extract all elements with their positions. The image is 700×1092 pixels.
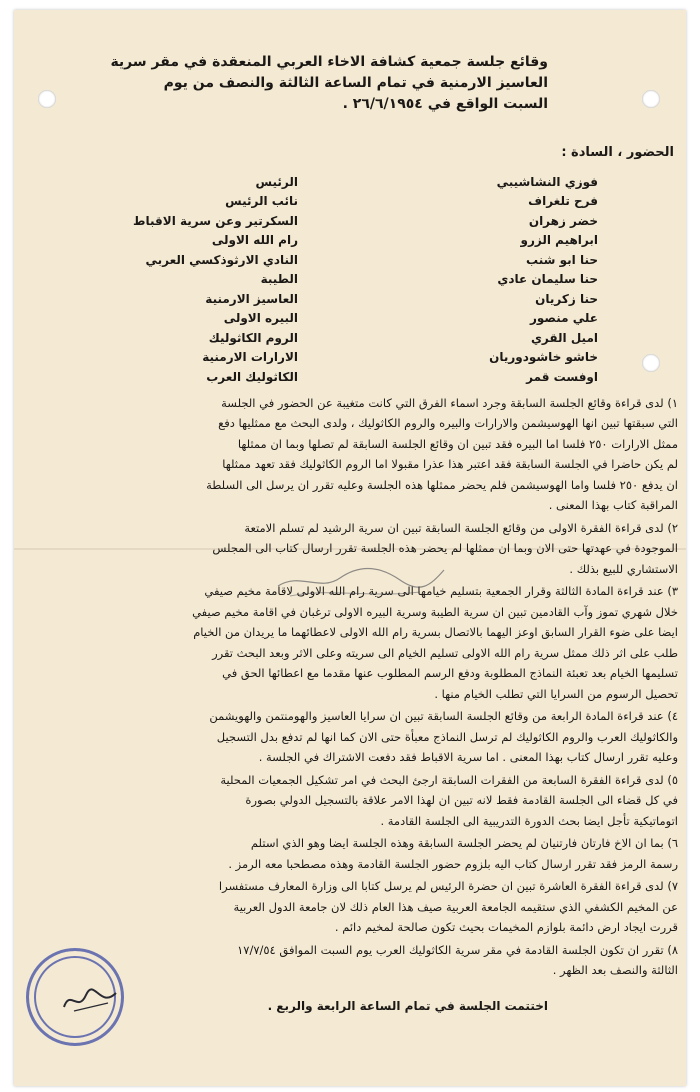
item-line: في كل قضاء الى الجلسة القادمة فقط لانه تبين ان لهذا الامر علاقة بالتسجيل الدولي بصورة	[245, 793, 678, 807]
item-line: ٨) تقرر ان تكون الجلسة القادمة في مقر سرية الكاثوليك العرب يوم السبت الموافق ١٧/٧/٥٤	[237, 942, 678, 957]
item-line: اتوماتيكية تأجل ايضا بحث الدورة التدريبية الى الجلسة القادمة .	[380, 813, 678, 828]
attendee-row	[28, 172, 678, 192]
attendee-role: العاسيز الارمنية	[205, 291, 298, 306]
attendee-name: فوزي النشاشيبي	[496, 174, 598, 189]
item-line: ايضا على ضوء القرار السابق اوعز اليهما بالاتصال بسرية رام الله الاولى لاعطائهما ما يريدان من الخيام	[193, 625, 678, 639]
item-line: الاستشاري للبيع بذلك .	[569, 561, 678, 576]
attendees-heading: الحضور ، السادة :	[561, 145, 674, 160]
item-line: وعليه تقرر ارسال كتاب بهذا المعنى . اما سرية الاقباط فقد دفعت الاشتراك في الجلسة .	[258, 750, 678, 764]
attendees-list	[28, 172, 678, 387]
handwritten-note	[270, 552, 450, 602]
attendee-row	[28, 367, 678, 387]
attendee-role: نائب الرئيس	[225, 194, 298, 209]
attendee-name: خضر زهران	[528, 213, 598, 228]
item-line: قررت ايجاد ارض دائمة بلوازم المخيمات بحيث تكون صالحة لمخيم دائم .	[334, 920, 678, 934]
attendee-name: حنا ابو شنب	[526, 252, 598, 267]
item-line: ٥) لدى قراءة الفقرة السابعة من الفقرات السابقة ارجئ البحث في امر تشكيل الجمعيات المحلية	[220, 772, 678, 787]
item-line: لم يكن حاضرا في الجلسة السابقة فقد اعتبر هذا عذرا مقبولا اما الروم الكاثوليك فقد تعهد ممثلها	[222, 457, 678, 471]
item-line: رسمة الرمز فقد تقرر ارسال كتاب اليه بلزوم حضور الجلسة القادمة وهذه مصطحبا معه الرمز .	[228, 856, 678, 871]
attendee-role: رام الله الاولى	[211, 233, 298, 248]
attendee-role: الرئيس	[255, 174, 298, 189]
attendee-name: اميل القري	[530, 330, 598, 345]
item-line: والكاثوليك العرب والروم الكاثوليك لم ترسل النماذج معبأة حتى الان كما انها لم تدفع بدل التسجيل	[216, 729, 678, 744]
item-line: ممثل الارارات ٢٥٠ فلسا اما البيره فقد تبين ان وقائع الجلسة السابقة لم تصلها وبما ان ممثلها	[237, 436, 678, 451]
closing-statement: اختتمت الجلسة في تمام الساعة الرابعة والربع .	[267, 998, 548, 1013]
attendee-name: خاشو خاشودوريان	[489, 350, 598, 365]
attendee-role: السكرتير وعن سرية الاقباط	[133, 213, 298, 228]
title-line: العاسيز الارمنية في تمام الساعة الثالثة والنصف من يوم	[163, 75, 548, 91]
minutes-item-8	[28, 940, 678, 981]
item-line: ان يدفع ٢٥٠ فلسا واما الهوسيشمن فلم يحضر ممثلها هذه الجلسة وعليه تقرر ان يرسل الى السلطة	[206, 477, 678, 492]
attendee-role: الكاثوليك العرب	[206, 369, 298, 384]
attendee-role: الارارات الارمنية	[202, 350, 298, 365]
item-line: الموجودة في عهدتها حتى الان وبما ان ممثلها لم يحضر هذه الجلسة تقرر ارسال كتاب الى المجلس	[212, 541, 678, 555]
item-line: ٤) عند قراءة المادة الرابعة من وقائع الجلسة السابقة تبين ان سرايا العاسيز والهومنتمن والهويشمن	[209, 709, 678, 723]
minutes-item-5	[28, 770, 678, 832]
attendee-name: حنا زكريان	[535, 291, 598, 306]
attendee-role: الطيبة	[260, 272, 298, 287]
attendee-role: النادي الارثوذكسي العربي	[145, 252, 298, 267]
item-line: عن المخيم الكشفي الذي ستقيمه الجامعة العربية صيف هذا العام ذلك لان جامعة الدول العربية	[233, 899, 678, 914]
item-line: الثالثة والنصف بعد الظهر .	[552, 963, 678, 977]
item-line: ٧) لدى قراءة الفقرة العاشرة تبين ان حضرة الرئيس لم يرسل كتابا الى وزارة المعارف مستفسرا	[218, 879, 678, 893]
title-line: السبت الواقع في ٢٦/٦/١٩٥٤ .	[342, 96, 548, 112]
minutes-item-6	[28, 833, 678, 874]
minutes-item-7	[28, 876, 678, 938]
minutes-item-1	[28, 393, 678, 516]
item-line: طلب على اثر ذلك ممثل سرية رام الله الاولى تسليم الخيام الى سريته وعلى الاثر وبعد البحث تقرر	[212, 645, 678, 660]
attendee-role: الروم الكاثوليك	[208, 330, 298, 345]
attendee-row	[28, 348, 678, 368]
attendee-row	[28, 250, 678, 270]
item-line: تسليمها الخيام بعد تعبئة النماذج المطلوبة ودفع الرسم المطلوب عنها مقدما مع اعطائها الحق في	[222, 666, 678, 680]
item-line: ٢) لدى قراءة الفقرة الاولى من وقائع الجلسة السابقة تبين ان سرية الرشيد لم تسلم الامتعة	[244, 520, 678, 535]
item-line: التي سبقتها تبين انها الهوسيشمن والارارات والبيره والروم الكاثوليك ، ولدى البحث مع ممثليها دفع	[218, 416, 678, 430]
attendee-row	[28, 289, 678, 309]
item-line: ١) لدى قراءة وقائع الجلسة السابقة وجرد اسماء الفرق التي كانت متغيبة عن الحضور في الجلسة	[221, 395, 678, 410]
attendee-row	[28, 192, 678, 212]
attendee-row	[28, 231, 678, 251]
item-line: المراقبة كتاب بهذا المعنى .	[548, 498, 678, 512]
document-body	[28, 52, 678, 1013]
minutes-item-4	[28, 706, 678, 768]
document-title	[28, 52, 678, 115]
attendee-row	[28, 309, 678, 329]
attendee-row	[28, 270, 678, 290]
attendee-name: فرح تلغراف	[528, 194, 598, 209]
item-line: ٦) بما ان الاخ فارتان فارتنيان لم يحضر الجلسة السابقة وهذه الجلسة ايضا وهو الذي استلم	[250, 836, 678, 850]
minutes-items	[28, 393, 678, 981]
attendee-name: حنا سليمان عادي	[497, 272, 598, 287]
item-line: خلال شهري تموز وآب القادمين تبين ان سرية الطيبة وسرية البيره الاولى ترغبان في اقامة مخيم صيفي	[192, 604, 678, 619]
item-line: تحصيل الرسوم من السرايا التي تطلب الخيام منها .	[434, 686, 678, 701]
signature	[60, 985, 120, 1015]
attendee-row	[28, 211, 678, 231]
item-line: ٣) عند قراءة المادة الثالثة وقرار الجمعية بتسليم خيامها الى سرية رام الله الاولى لاقامة مخيم صيفي	[204, 584, 678, 598]
attendee-name: علي منصور	[530, 311, 598, 326]
attendee-name: اوفست قمر	[526, 369, 598, 384]
title-line: وقائع جلسة جمعية كشافة الاخاء العربي المنعقدة في مقر سرية	[110, 54, 548, 70]
attendee-row	[28, 328, 678, 348]
attendee-name: ابراهيم الزرو	[520, 233, 598, 248]
attendee-role: البيره الاولى	[223, 311, 298, 326]
